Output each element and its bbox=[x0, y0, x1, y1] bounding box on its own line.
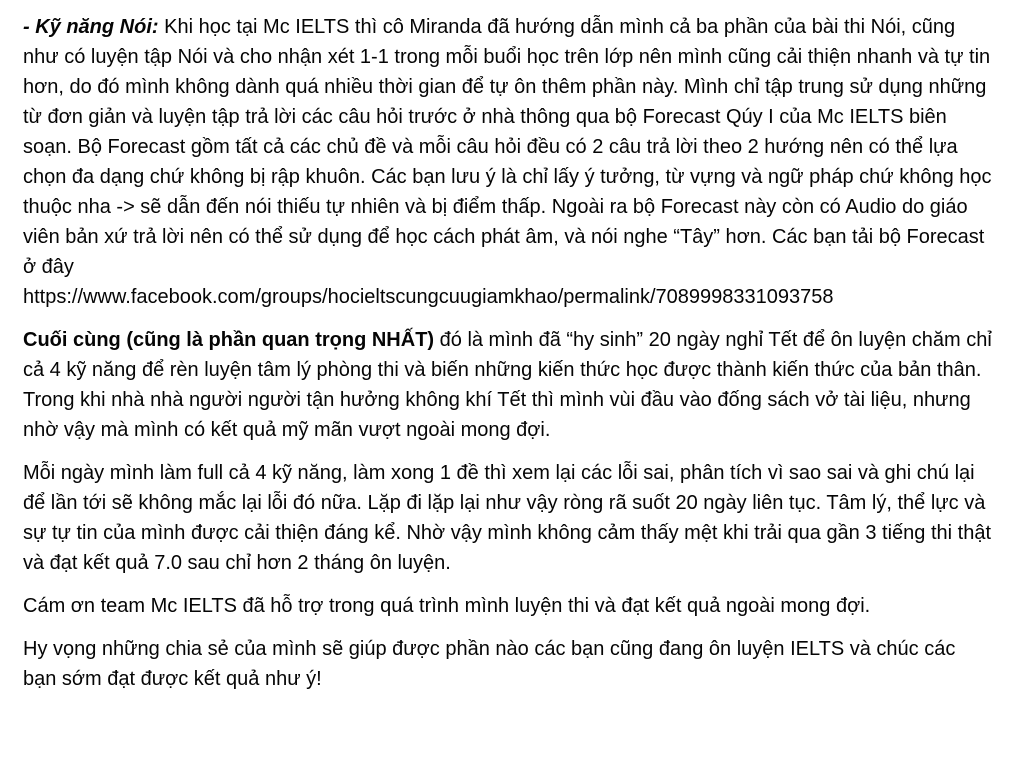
paragraph-closing-wish: Hy vọng những chia sẻ của mình sẽ giúp được phần nào các bạn cũng đang ôn luyện IELTS và chúc các bạn sớm đạt được kết quả như ý! bbox=[23, 638, 956, 690]
speaking-skill-heading: - Kỹ năng Nói: bbox=[23, 16, 159, 38]
paragraph-final-most-important bbox=[23, 325, 994, 445]
forecast-link[interactable]: https://www.facebook.com/groups/hocieltscungcuugiamkhao/permalink/7089998331093758 bbox=[23, 286, 834, 308]
final-most-important-heading: Cuối cùng (cũng là phần quan trọng NHẤT) bbox=[23, 329, 435, 351]
speaking-skill-text: Khi học tại Mc IELTS thì cô Miranda đã hướng dẫn mình cả ba phần của bài thi Nói, cũng như có luyện tập Nói và cho nhận xét 1-1 trong mỗi buổi học trên lớp nên mình cũng cải thiện nhanh và tự tin hơn, do đó mình không dành quá nhiều thời gian để tự ôn thêm phần này. Mình chỉ tập trung sử dụng những từ đơn giản và luyện tập trả lời các câu hỏi trước ở nhà thông qua bộ Forecast Qúy I của Mc IELTS biên soạn. Bộ Forecast gồm tất cả các chủ đề và mỗi câu hỏi đều có 2 câu trả lời theo 2 hướng nên có thể lựa chọn đa dạng chứ không bị rập khuôn. Các bạn lưu ý là chỉ lấy ý tưởng, từ vựng và ngữ pháp chứ không học thuộc nha -> sẽ dẫn đến nói thiếu tự nhiên và bị điểm thấp. Ngoài ra bộ Forecast này còn có Audio do giáo viên bản xứ trả lời nên có thể sử dụng để học cách phát âm, và nói nghe “Tây” hơn. Các bạn tải bộ Forecast ở đây bbox=[23, 16, 992, 278]
paragraph-daily-practice: Mỗi ngày mình làm full cả 4 kỹ năng, làm xong 1 đề thì xem lại các lỗi sai, phân tích vì sao sai và ghi chú lại để lần tới sẽ không mắc lại lỗi đó nữa. Lặp đi lặp lại như vậy ròng rã suốt 20 ngày liên tục. Tâm lý, thể lực và sự tự tin của mình được cải thiện đáng kể. Nhờ vậy mình không cảm thấy mệt khi trải qua gần 3 tiếng thi thật và đạt kết quả 7.0 sau chỉ hơn 2 tháng ôn luyện. bbox=[23, 462, 992, 574]
paragraph-thanks: Cám ơn team Mc IELTS đã hỗ trợ trong quá trình mình luyện thi và đạt kết quả ngoài mong đợi. bbox=[23, 595, 871, 617]
final-most-important-text: đó là mình đã “hy sinh” 20 ngày nghỉ Tết để ôn luyện chăm chỉ cả 4 kỹ năng để rèn luyện tâm lý phòng thi và biến những kiến thức học được thành kiến thức của bản thân. Trong khi nhà nhà người người tận hưởng không khí Tết thì mình vùi đầu vào đống sách vở tài liệu, nhưng nhờ vậy mà mình có kết quả mỹ mãn vượt ngoài mong đợi. bbox=[23, 329, 992, 441]
paragraph-speaking-skill bbox=[23, 12, 994, 312]
